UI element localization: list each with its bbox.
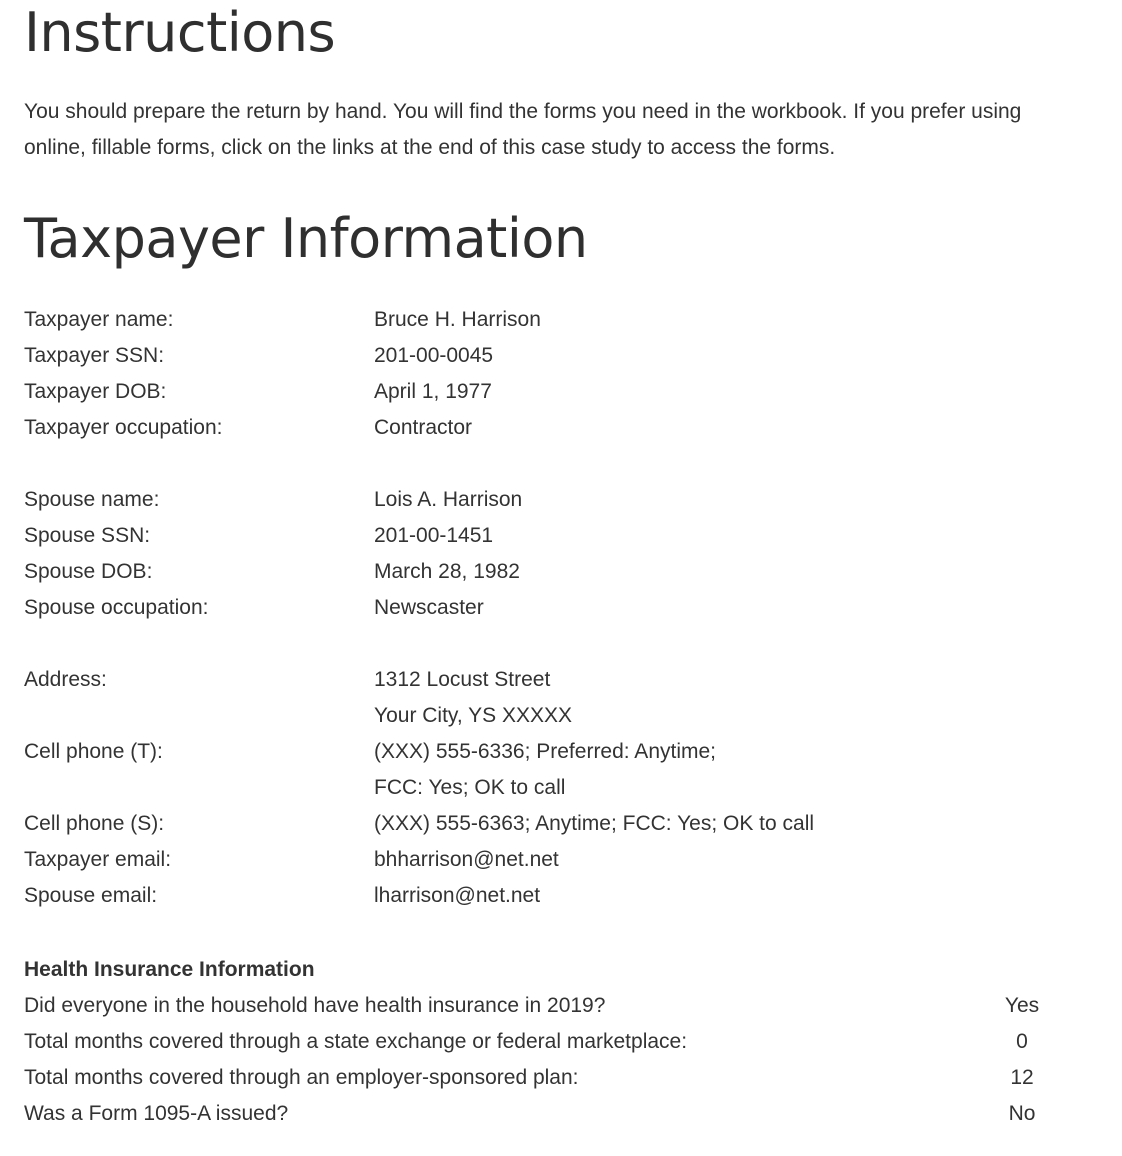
health-answer: 0 (1016, 1030, 1028, 1053)
instructions-text: You should prepare the return by hand. You will find the forms you need in the workbook. If you prefer using online, fillable forms, click on the links at the end of this case study to access the forms. (24, 100, 1022, 159)
field-value: 201-00-1451 (374, 524, 494, 547)
spouse-ssn-row (24, 518, 1024, 554)
cell-phone-s-row (24, 806, 1024, 842)
field-label: Cell phone (T): (24, 740, 163, 763)
field-label: Spouse DOB: (24, 560, 153, 583)
field-value: Lois A. Harrison (374, 488, 523, 511)
field-value: Bruce H. Harrison (374, 308, 541, 331)
health-answer: 12 (1010, 1066, 1034, 1089)
field-value: lharrison@net.net (374, 884, 541, 907)
field-value: 201-00-0045 (374, 344, 494, 367)
field-label: Address: (24, 668, 107, 691)
health-insurance-title: Health Insurance Information (24, 958, 315, 981)
health-answer: No (1008, 1102, 1036, 1125)
health-row (24, 988, 1104, 1024)
field-label: Taxpayer SSN: (24, 344, 165, 367)
health-row (24, 1060, 1104, 1096)
health-row (24, 1096, 1104, 1132)
field-value: FCC: Yes; OK to call (374, 776, 566, 799)
spouse-dob-row (24, 554, 1024, 590)
field-value: Contractor (374, 416, 473, 439)
address-row (24, 662, 1024, 698)
taxpayer-info-heading: Taxpayer Information (24, 207, 588, 270)
field-value: (XXX) 555-6336; Preferred: Anytime; (374, 740, 716, 763)
field-label: Taxpayer occupation: (24, 416, 223, 439)
field-label: Taxpayer email: (24, 848, 172, 871)
field-value: Your City, YS XXXXX (374, 704, 573, 727)
taxpayer-occupation-row (24, 410, 1024, 446)
spouse-email-row (24, 878, 1024, 914)
health-insurance-section (24, 952, 1104, 1132)
field-label: Spouse occupation: (24, 596, 209, 619)
field-value: bhharrison@net.net (374, 848, 559, 871)
taxpayer-ssn-row (24, 338, 1024, 374)
health-question: Did everyone in the household have health insurance in 2019? (24, 994, 606, 1017)
cell-phone-t-row-continued (24, 770, 1024, 806)
field-value: Newscaster (374, 596, 484, 619)
taxpayer-email-row (24, 842, 1024, 878)
health-row (24, 1024, 1104, 1060)
instructions-heading: Instructions (24, 1, 336, 64)
field-label: Spouse email: (24, 884, 158, 907)
health-question: Total months covered through a state exchange or federal marketplace: (24, 1030, 688, 1053)
taxpayer-info-list (24, 302, 1024, 914)
field-label: Taxpayer name: (24, 308, 174, 331)
taxpayer-dob-row (24, 374, 1024, 410)
spouse-occupation-row (24, 590, 1024, 626)
field-value: (XXX) 555-6363; Anytime; FCC: Yes; OK to call (374, 812, 815, 835)
field-label: Spouse name: (24, 488, 160, 511)
spouse-name-row (24, 482, 1024, 518)
taxpayer-name-row (24, 302, 1024, 338)
cell-phone-t-row (24, 734, 1024, 770)
health-answer: Yes (1004, 994, 1040, 1017)
field-label: Spouse SSN: (24, 524, 151, 547)
address-row-continued (24, 698, 1024, 734)
field-value: April 1, 1977 (374, 380, 492, 403)
field-label: Taxpayer DOB: (24, 380, 167, 403)
health-question: Total months covered through an employer-sponsored plan: (24, 1066, 579, 1089)
field-label: Cell phone (S): (24, 812, 165, 835)
field-value: March 28, 1982 (374, 560, 520, 583)
field-value: 1312 Locust Street (374, 668, 551, 691)
health-question: Was a Form 1095-A issued? (24, 1102, 289, 1125)
